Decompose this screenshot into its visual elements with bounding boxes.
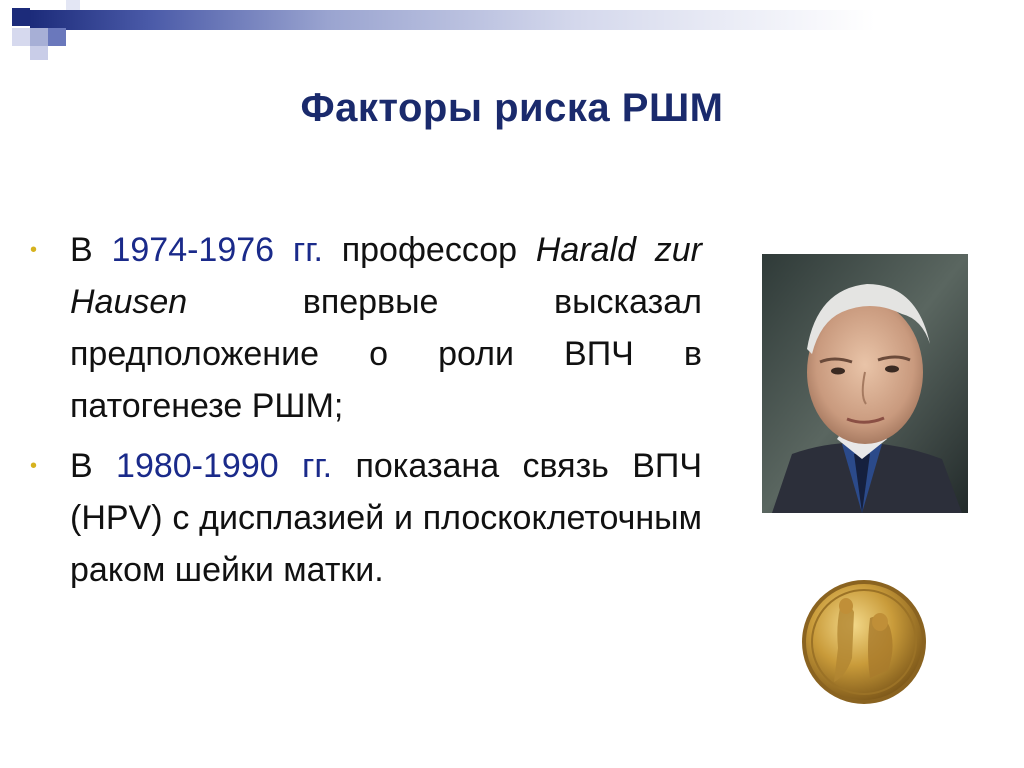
slide-title: Факторы риска РШМ (300, 86, 724, 130)
bullet-text: профессор (322, 231, 536, 269)
deco-square (12, 28, 30, 46)
bullet-text: В (70, 447, 117, 485)
bullet-years: 1974-1976 гг. (111, 231, 323, 269)
bullet-text: показана связь ВПЧ (HPV) с дисплазией и плоскоклеточным раком шейки матки. (70, 447, 703, 589)
gold-medal (800, 578, 928, 706)
deco-square (12, 8, 30, 26)
person-name: Harald zur Hausen (70, 231, 702, 321)
bullet-years: 1980-1990 гг. (116, 447, 333, 485)
header-gradient-bar (30, 10, 1024, 30)
medal-illustration (800, 578, 928, 706)
deco-square (30, 46, 48, 60)
deco-square (30, 28, 48, 46)
deco-square (66, 0, 80, 10)
bullet-item (30, 440, 702, 596)
portrait-photo (762, 254, 968, 513)
bullet-marker: • (30, 239, 38, 261)
bullet-item (30, 224, 702, 432)
header-decoration (0, 0, 1024, 60)
portrait-illustration (762, 254, 968, 513)
bullet-list (30, 224, 702, 604)
bullet-text: В (70, 231, 112, 269)
deco-square (48, 28, 66, 46)
bullet-marker: • (30, 455, 38, 477)
bullet-text: впервые высказал предположение о роли ВПЧ в патогенезе РШМ; (70, 283, 702, 425)
